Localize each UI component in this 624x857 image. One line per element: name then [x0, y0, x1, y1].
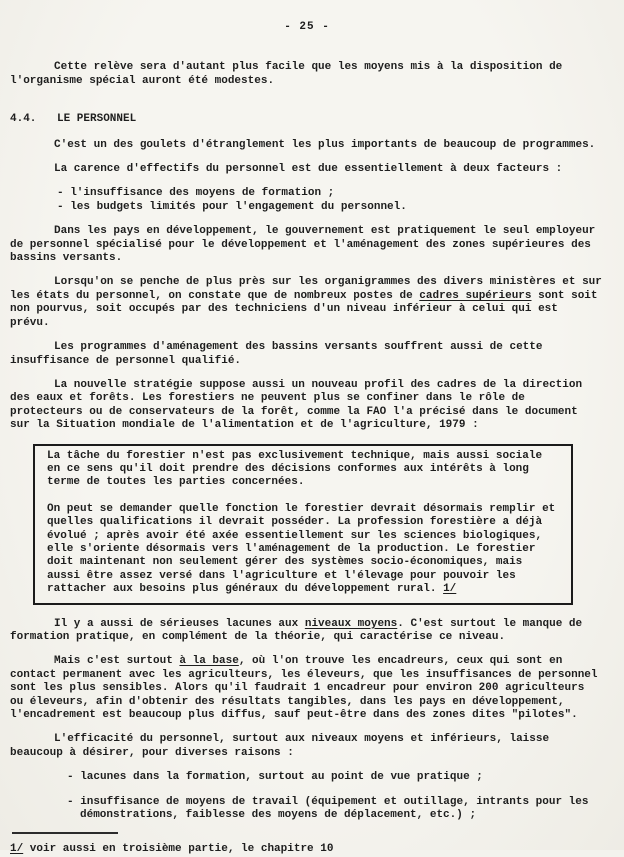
para-organigrammes [10, 276, 604, 330]
para-goulets: C'est un des goulets d'étranglement les plus importants de beaucoup de programmes. [54, 138, 596, 151]
para-pays: Dans les pays en développement, le gouvernement est pratiquement le seul employeur de personnel spécialisé pour le développement et l'aménagement des zones supérieures des bassins versants. [10, 225, 596, 265]
list-item: - l'insuffisance des moyens de formation ; [57, 187, 335, 200]
list-item: - les budgets limités pour l'engagement du personnel. [57, 200, 407, 213]
reason-list [10, 771, 604, 822]
para-lacunes-after: . C'est surtout le manque de formation pratique, en complément de la théorie, qui caractérise ce niveau. [10, 617, 583, 643]
footnote-text: voir aussi en troisième partie, le chapitre 10 [23, 843, 334, 856]
list-item: - insuffisance de moyens de travail (équipement et outillage, intrants pour les démonstrations, faiblesse des moyens de déplacement, etc.) ; [67, 795, 589, 822]
factor-list [10, 187, 604, 214]
underlined-phrase-cadres-superieurs: cadres supérieurs [419, 289, 532, 302]
para-releve: Cette relève sera d'autant plus facile que les moyens mis à la disposition de l'organisme spécial auront été modestes. [10, 61, 563, 87]
quote-box [33, 444, 573, 605]
para-base-before: Mais c'est surtout [54, 655, 180, 668]
underlined-phrase-niveaux-moyens: niveaux moyens [304, 617, 398, 630]
section-number: 4.4. [10, 113, 37, 126]
para-base [10, 655, 604, 722]
section-title: LE PERSONNEL [57, 113, 137, 126]
footnote [10, 843, 604, 856]
para-organigrammes-before: Lorsqu'on se penche de plus près sur les organigrammes des divers ministères et sur les états du personnel, on constate que de nombreux postes de [10, 276, 602, 302]
section-heading [10, 113, 604, 126]
underlined-phrase-a-la-base: à la base [179, 655, 239, 668]
page-number: - 25 - [284, 21, 330, 33]
para-organigrammes-after: sont soit non pourvus, soit occupés par des techniciens d'un niveau inférieur à celui qui est prévu. [10, 289, 598, 329]
para-carence: La carence d'effectifs du personnel est due essentiellement à deux facteurs : [54, 163, 563, 176]
para-lacunes-before: Il y a aussi de sérieuses lacunes aux [54, 617, 305, 630]
para-base-after: , où l'on trouve les encadreurs, ceux qui sont en contact permanent avec les agriculteurs, les éleveurs, que les insuffisances de personnel sont les plus sensibles. Alors qu'il faudrait 1 encadreur pour environ 200 agriculteurs ou éleveurs, afin d'obtenir des résultats tangibles, dans les pays en développement, l'encadrement est beaucoup plus diffus, sauf peut-être dans des zones dites "pilotes". [10, 655, 598, 722]
footnote-reference: 1/ [443, 583, 457, 596]
footnote-ref: 1/ [10, 843, 24, 856]
footnote-separator [12, 832, 118, 834]
quote-para-2-text: On peut se demander quelle fonction le forestier devrait désormais remplir et quelles qualifications il devrait posséder. La profession forestière a déjà évolué ; après avoir été axée essentiellement sur les sciences biologiques, elle s'oriente désormais vers l'aménagement de la production. Le forestier doit maintenant non seulement gérer des systèmes socio-économiques, mais aussi être assez versé dans l'agriculture et l'élevage pour pouvoir les rattacher aux besoins plus généraux du développement rural. [47, 502, 556, 596]
quote-para-1: La tâche du forestier n'est pas exclusivement technique, mais aussi sociale en ce sens qu'il doit prendre des décisions conformes aux intérêts à long terme de toutes les parties concernées. [47, 449, 543, 489]
quote-para-2 [47, 503, 559, 597]
para-efficacite: L'efficacité du personnel, surtout aux niveaux moyens et inférieurs, laisse beaucoup à désirer, pour diverses raisons : [10, 733, 550, 759]
para-lacunes [10, 618, 604, 645]
para-strategie: La nouvelle stratégie suppose aussi un nouveau profil des cadres de la direction des eaux et forêts. Les forestiers ne peuvent plus se confiner dans le rôle de protecteurs ou de conservateurs de la forêt, comme la FAO l'a précisé dans le document sur la Situation mondiale de l'alimentation et de l'agriculture, 1979 : [10, 378, 583, 432]
list-item: - lacunes dans la formation, surtout au point de vue pratique ; [67, 771, 483, 784]
para-programmes: Les programmes d'aménagement des bassins versants souffrent aussi de cette insuffisance de personnel qualifié. [10, 341, 543, 367]
footnote-area [10, 832, 604, 856]
